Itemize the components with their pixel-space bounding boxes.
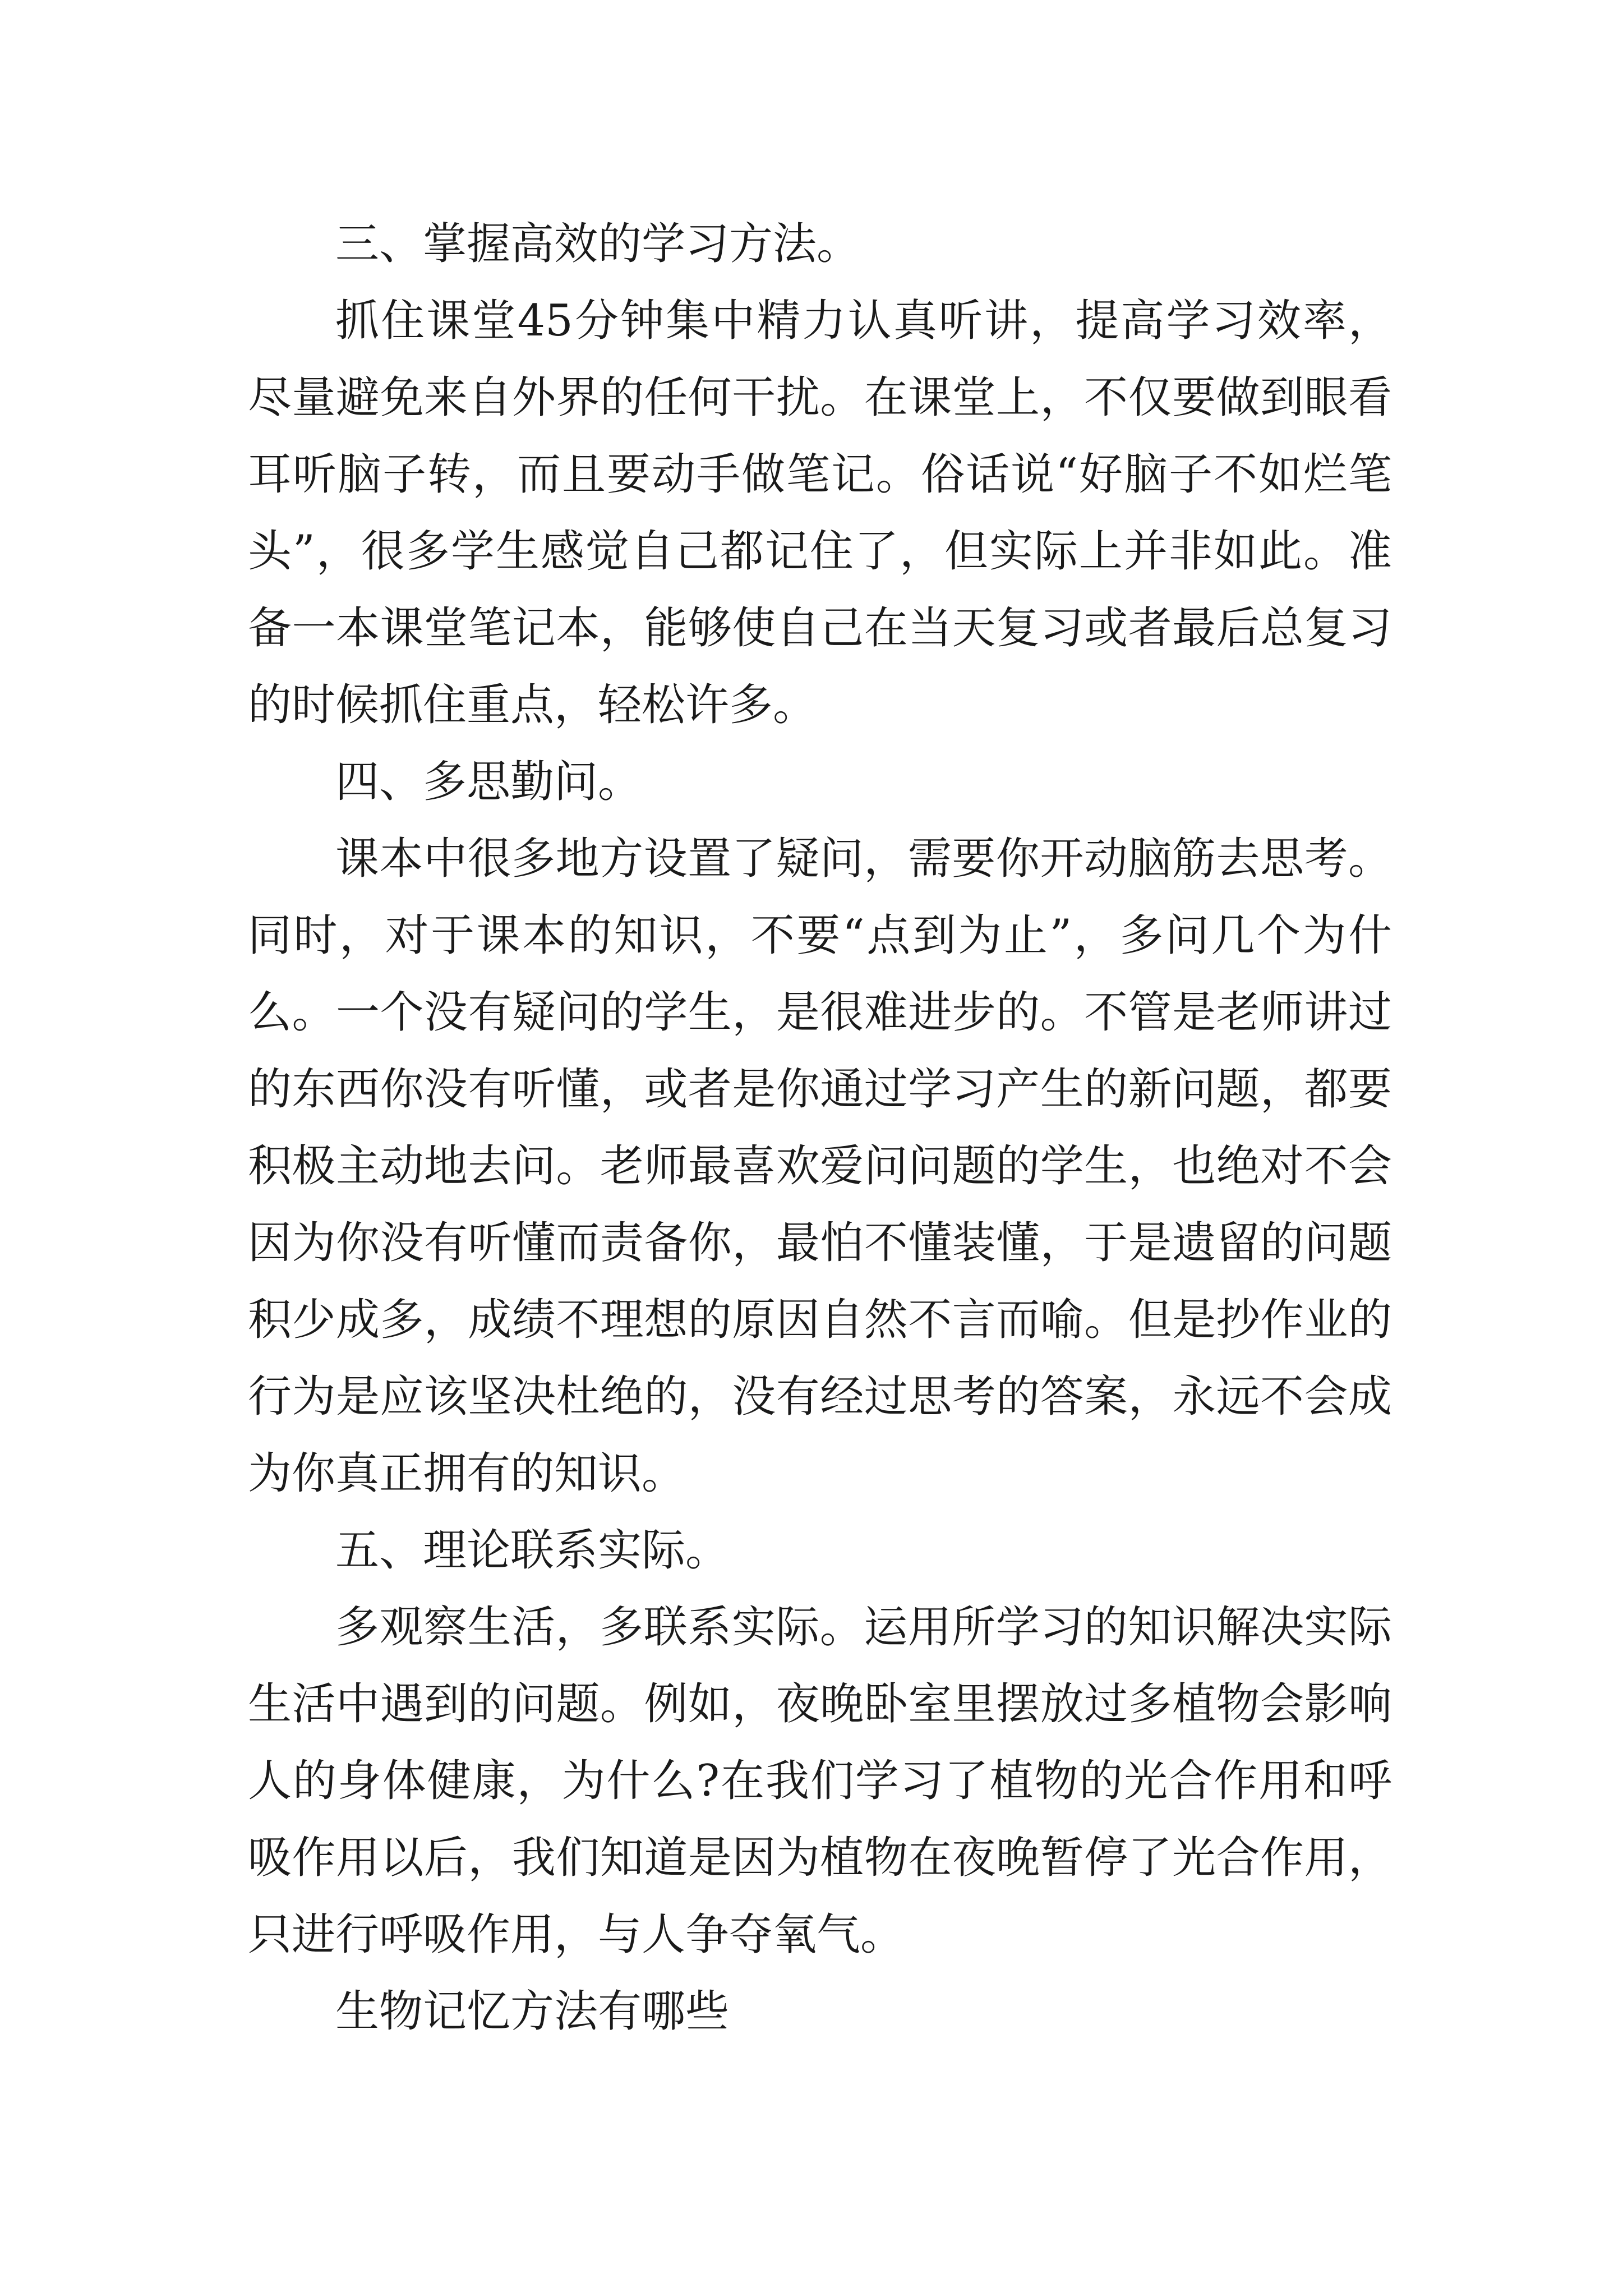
section-heading-5: 五、理论联系实际。 <box>335 1525 730 1576</box>
paragraph-classroom-notes: 抓住课堂45分钟集中精力认真听讲，提高学习效率，尽量避免来自外界的任何干扰。在课堂上，不仅要做到眼看耳听脑子转，而且要动手做笔记。俗话说“好脑子不如烂笔头”，很多学生感觉自己都记住了，但实际上并非如此。准备一本课堂笔记本，能够使自己在当天复习或者最后总复习的时候抓住重点，轻松许多。 <box>248 296 1392 730</box>
next-section-heading: 生物记忆方法有哪些 <box>335 1986 730 2037</box>
paragraph-ask-questions: 课本中很多地方设置了疑问，需要你开动脑筋去思考。同时，对于课本的知识，不要“点到为止”，多问几个为什么。一个没有疑问的学生，是很难进步的。不管是老师讲过的东西你没有听懂，或者是你通过学习产生的新问题，都要积极主动地去问。老师最喜欢爱问问题的学生，也绝对不会因为你没有听懂而责备你，最怕不懂装懂，于是遗留的问题积少成多，成绩不理想的原因自然不言而喻。但是抄作业的行为是应该坚决杜绝的，没有经过思考的答案，永远不会成为你真正拥有的知识。 <box>248 834 1392 1499</box>
section-heading-3: 三、掌握高效的学习方法。 <box>335 219 861 269</box>
paragraph-practice: 多观察生活，多联系实际。运用所学习的知识解决实际生活中遇到的问题。例如，夜晚卧室里摆放过多植物会影响人的身体健康，为什么?在我们学习了植物的光合作用和呼吸作用以后，我们知道是因为植物在夜晚暂停了光合作用，只进行呼吸作用，与人争夺氧气。 <box>248 1602 1392 1960</box>
section-heading-4: 四、多思勤问。 <box>335 757 642 807</box>
document-body <box>248 206 1392 2050</box>
